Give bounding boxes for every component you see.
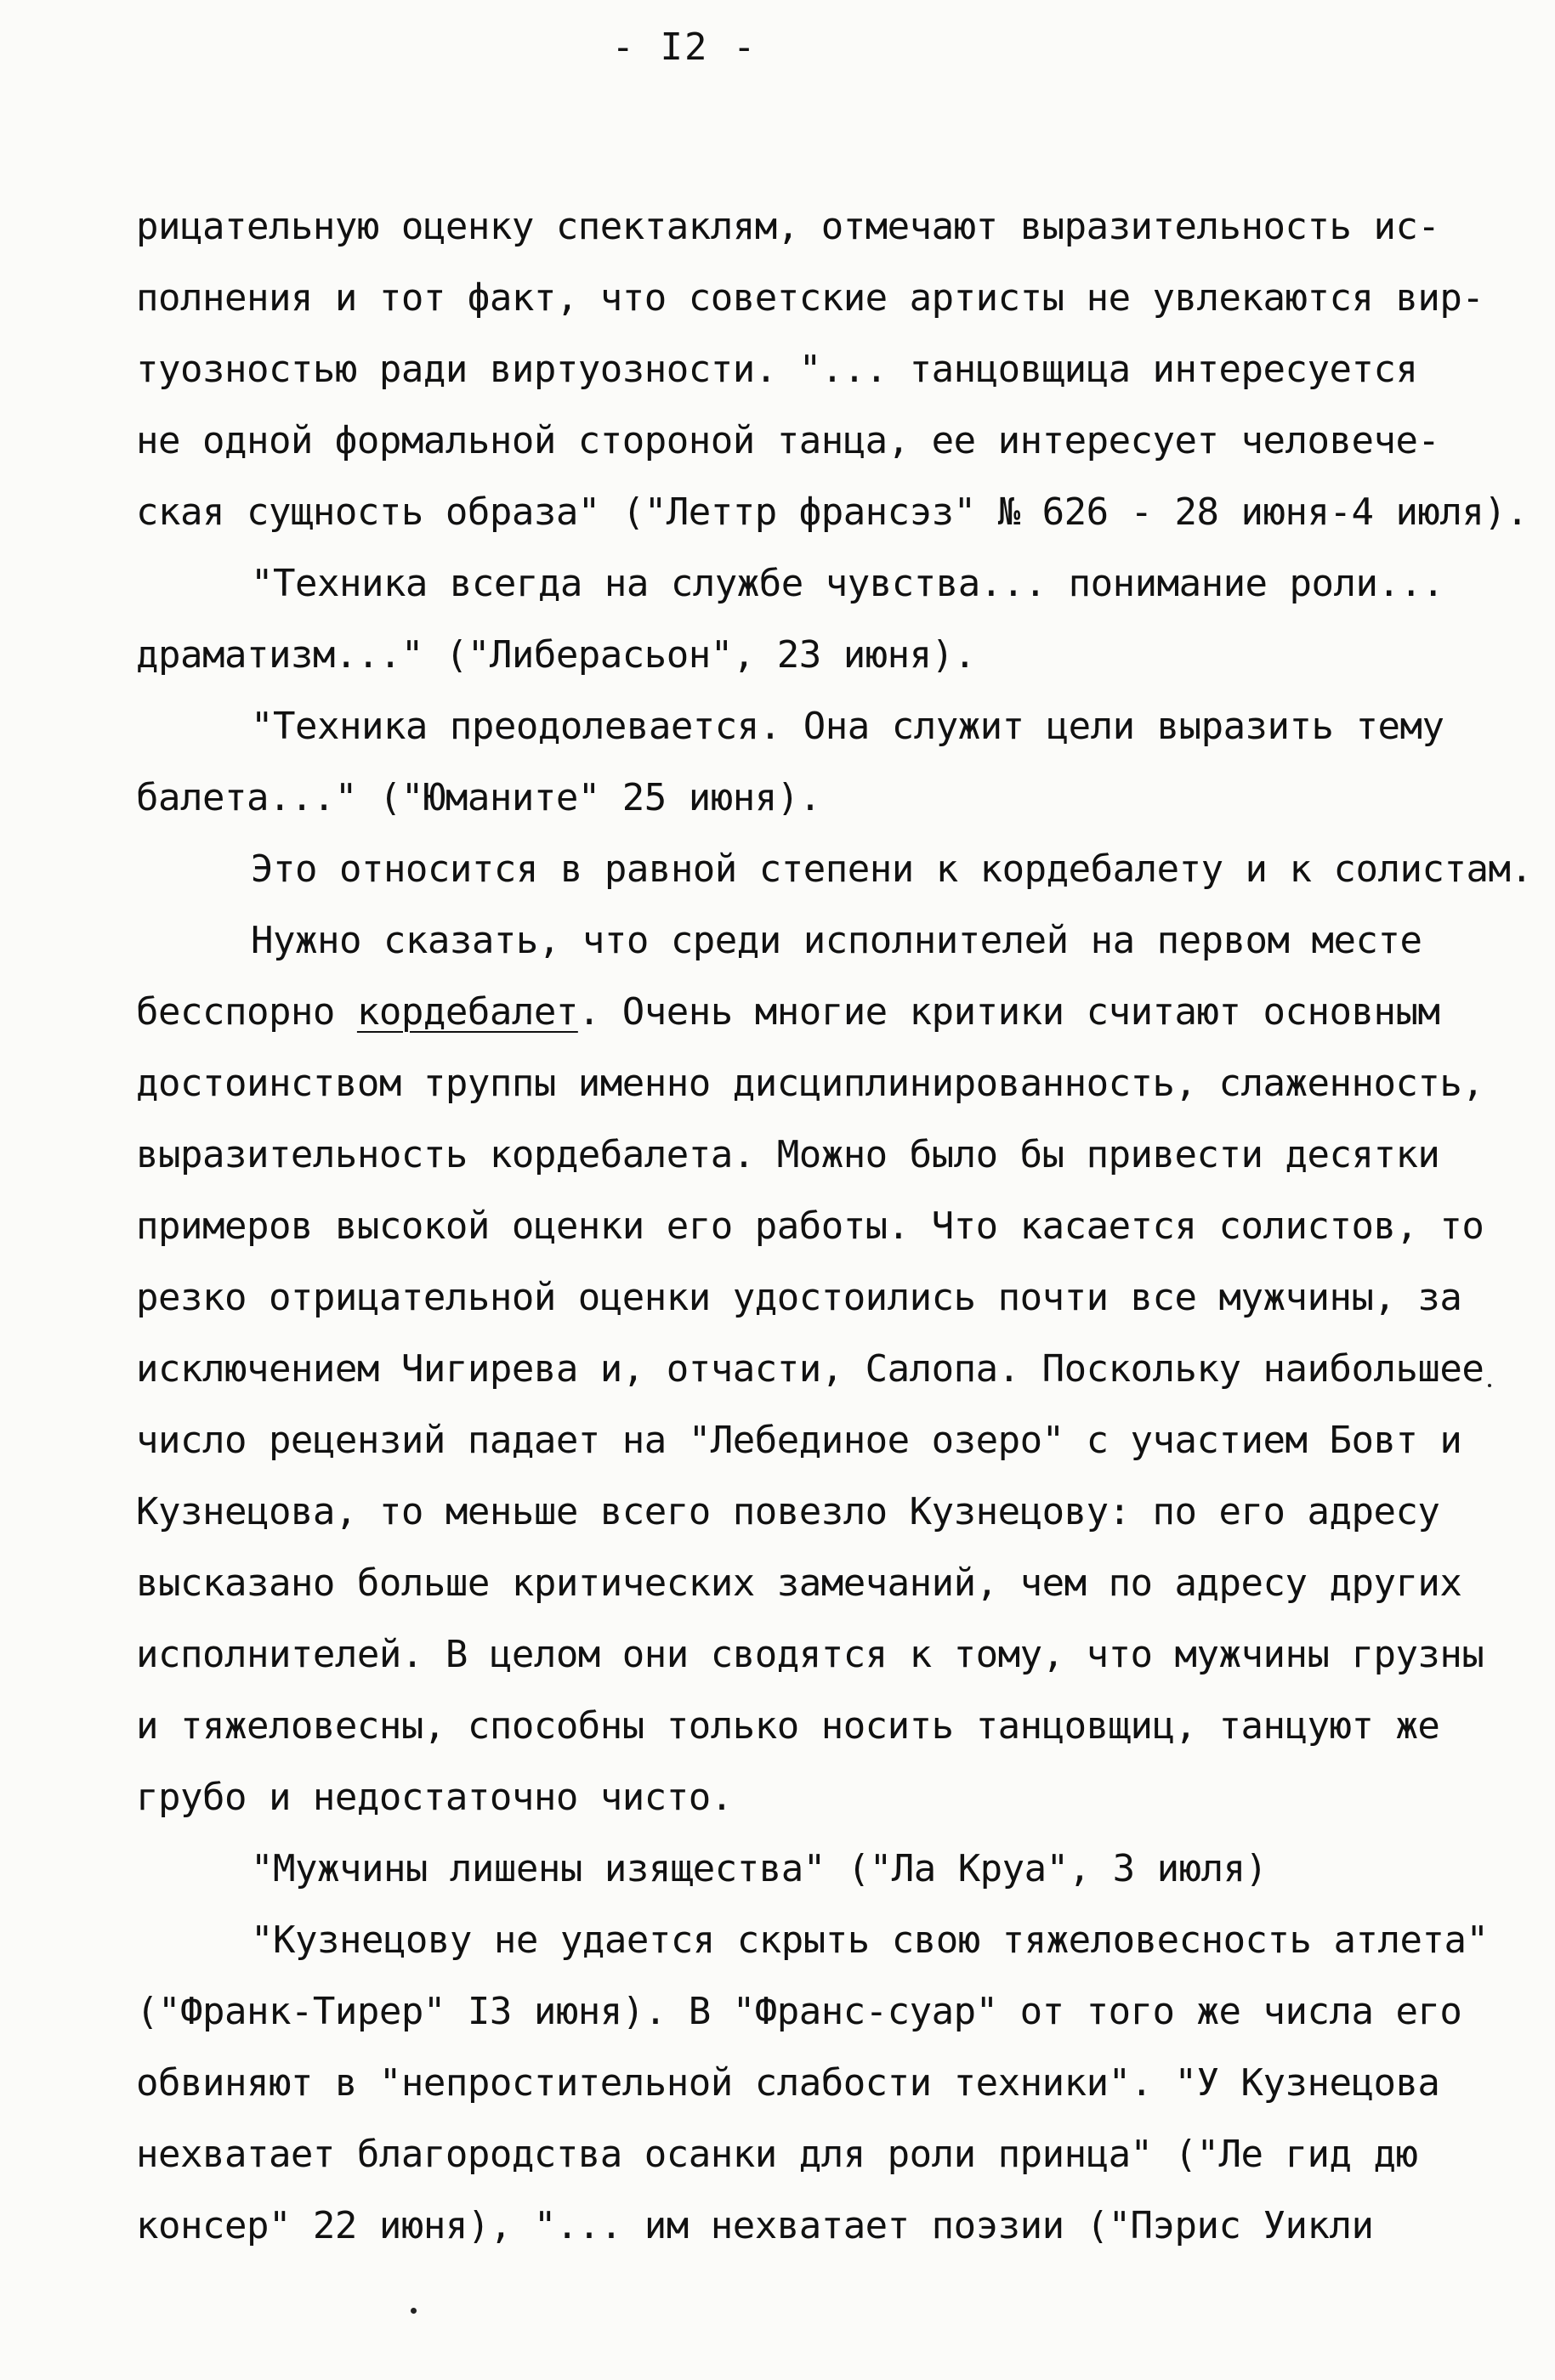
text-line: "Техника преодолевается. Она служит цели выразить тему: [251, 705, 1444, 748]
text-line: "Мужчины лишены изящества" ("Ла Круа", 3 июля): [251, 1847, 1268, 1890]
text-line: примеров высокой оценки его работы. Что касается солистов, то: [136, 1204, 1484, 1248]
text-line: достоинством труппы именно дисциплинированность, слаженность,: [136, 1062, 1484, 1105]
text-line: исключением Чигирева и, отчасти, Салопа. Поскольку наибольшее: [136, 1347, 1484, 1391]
text-line: число рецензий падает на "Лебединое озеро" с участием Бовт и: [136, 1419, 1462, 1462]
text-line: "Техника всегда на службе чувства... понимание роли...: [251, 562, 1444, 605]
text-line: рицательную оценку спектаклям, отмечают выразительность ис-: [136, 205, 1440, 248]
text-line: Нужно сказать, что среди исполнителей на первом месте: [251, 919, 1422, 962]
text-line: обвиняют в "непростительной слабости техники". "У Кузнецова: [136, 2061, 1440, 2105]
text-line: ("Франк-Тирер" I3 июня). В "Франс-суар" от того же числа его: [136, 1990, 1462, 2033]
text-line: Это относится в равной степени к кордебалету и к солистам.: [251, 847, 1533, 891]
text-line: грубо и недостаточно чисто.: [136, 1776, 733, 1819]
text-line: ская сущность образа" ("Леттр франсэз" № 626 - 28 июня-4 июля).: [136, 490, 1529, 534]
text-line: нехватает благородства осанки для роли принца" ("Ле гид дю: [136, 2133, 1418, 2176]
text-line: выразительность кордебалета. Можно было бы привести десятки: [136, 1133, 1440, 1176]
text-line: полнения и тот факт, что советские артисты не увлекаются вир-: [136, 276, 1484, 320]
ink-speck: [411, 2308, 417, 2314]
text-segment: . Очень многие критики считают основным: [577, 990, 1440, 1034]
body-text: [136, 191, 1539, 2262]
text-line: [136, 977, 1539, 1048]
text-line: драматизм..." ("Либерасьон", 23 июня).: [136, 633, 976, 677]
text-line: Кузнецова, то меньше всего повезло Кузнецову: по его адресу: [136, 1490, 1440, 1533]
text-line: "Кузнецову не удается скрыть свою тяжеловесность атлета": [251, 1918, 1489, 1962]
text-line: балета..." ("Юманите" 25 июня).: [136, 776, 821, 819]
text-line: исполнителей. В целом они сводятся к тому, что мужчины грузны: [136, 1633, 1484, 1676]
text-line: консер" 22 июня), "... им нехватает поэзии ("Пэрис Уикли: [136, 2204, 1374, 2247]
text-line: и тяжеловесны, способны только носить танцовщиц, танцуют же: [136, 1704, 1440, 1748]
text-line: туозностью ради виртуозности. "... танцовщица интересуется: [136, 348, 1418, 391]
ink-speck: [1488, 1384, 1491, 1387]
text-segment: бесспорно: [136, 990, 357, 1034]
underlined-word: кордебалет: [356, 990, 578, 1034]
page-number: - I2 -: [611, 26, 758, 69]
text-line: резко отрицательной оценки удостоились почти все мужчины, за: [136, 1276, 1462, 1319]
text-line: высказано больше критических замечаний, чем по адресу других: [136, 1561, 1462, 1605]
text-line: не одной формальной стороной танца, ее интересует человече-: [136, 419, 1440, 462]
